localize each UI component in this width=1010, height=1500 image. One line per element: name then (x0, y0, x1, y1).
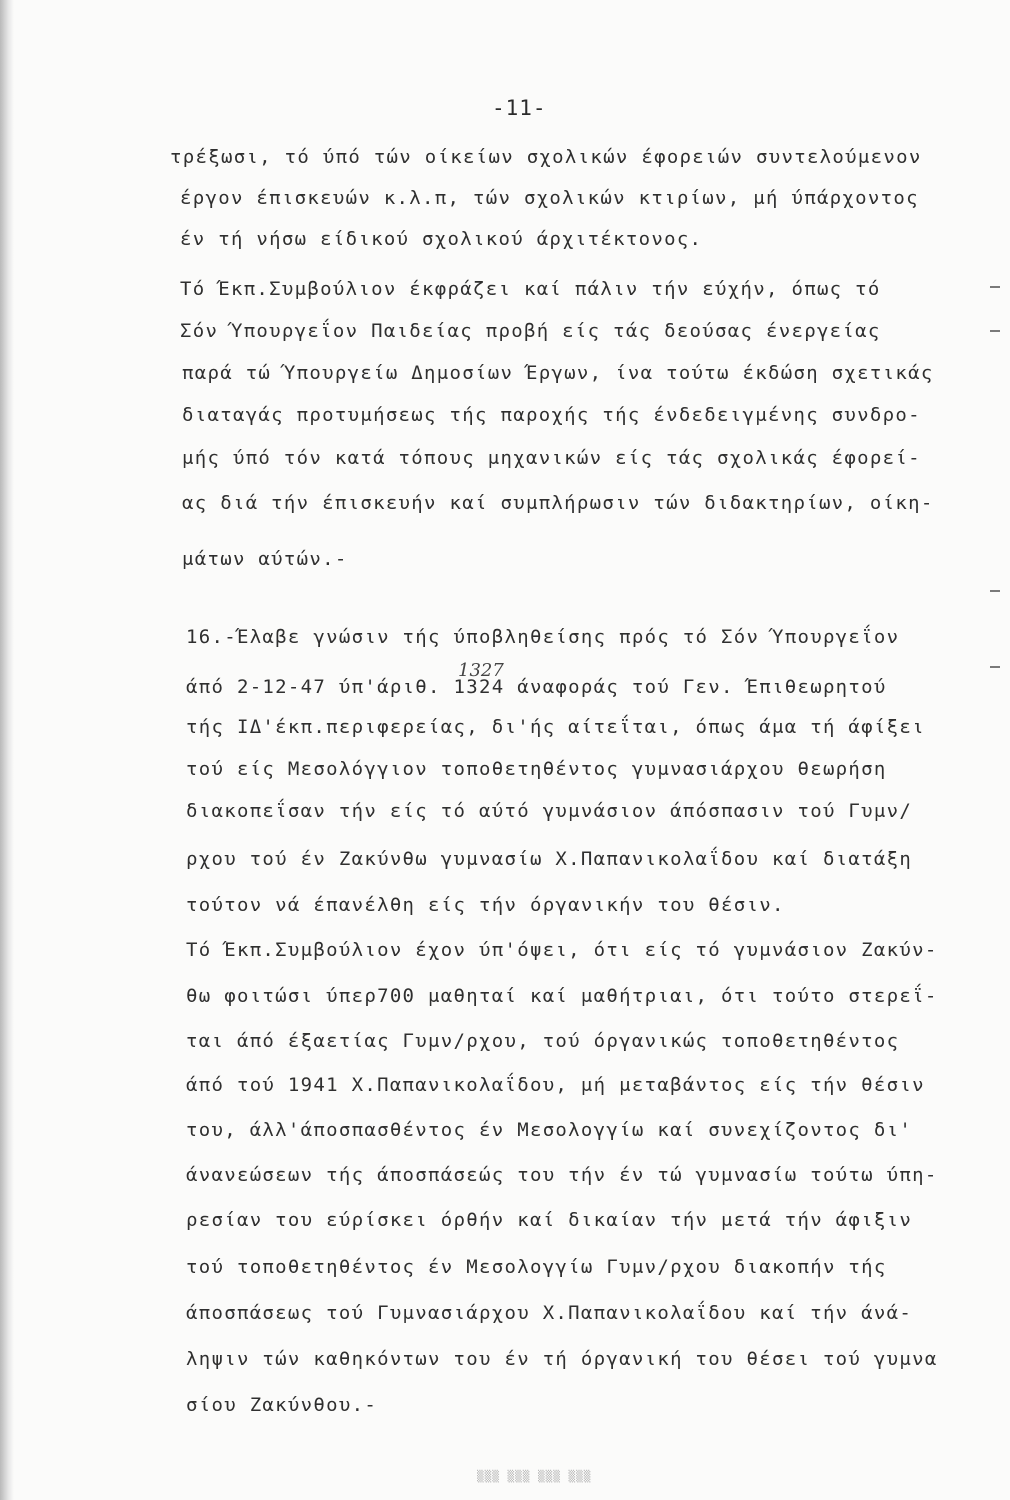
handwritten-correction: 1327 (458, 660, 504, 681)
margin-mark (990, 590, 1000, 592)
text-line: άποσπάσεως τού Γυμνασιάρχου Χ.Παπανικολαΐδου καί τήν άνά- (186, 1302, 913, 1324)
text-line: άνανεώσεων τής άποσπάσεώς του τήν έν τώ γυμνασίω τούτω ύπη- (186, 1164, 938, 1186)
text-line: τού είς Μεσολόγγιον τοποθετηθέντος γυμνασιάρχου θεωρήση (186, 758, 887, 780)
text-line: έν τή νήσω είδικού σχολικού άρχιτέκτονος. (180, 228, 703, 250)
text-line: διακοπεΐσαν τήν είς τό αύτό γυμνάσιον άπόσπασιν τού Γυμν/ (186, 800, 913, 822)
margin-mark (990, 330, 1000, 332)
text-line: παρά τώ Ύπουργείω Δημοσίων Έργων, ίνα τούτω έκδώση σχετικάς (182, 362, 934, 384)
text-line: Σόν Ύπουργεΐον Παιδείας προβή είς τάς δεούσας ένεργείας (180, 320, 881, 342)
text-line: τρέξωσι, τό ύπό τών οίκείων σχολικών έφορειών συντελούμενον (170, 146, 922, 168)
text-line: διαταγάς προτυμήσεως τής παροχής τής ένδεδειγμένης συνδρο- (182, 404, 921, 426)
text-line: Τό Έκπ.Συμβούλιον έκφράζει καί πάλιν τήν εύχήν, όπως τό (180, 278, 881, 300)
text-line: του, άλλ'άποσπασθέντος έν Μεσολογγίω καί συνεχίζοντος δι' (186, 1119, 913, 1141)
bottom-stamp-text: ▒▒▒ ▒▒▒ ▒▒▒ ▒▒▒ (477, 1470, 592, 1483)
text-line: Τό Έκπ.Συμβούλιον έχον ύπ'όψει, ότι είς τό γυμνάσιον Ζακύν- (186, 939, 938, 961)
text-line: τούτον νά έπανέλθη είς τήν όργανικήν του θέσιν. (186, 894, 785, 916)
scan-edge-shadow (0, 0, 14, 1500)
text-line: τού τοποθετηθέντος έν Μεσολογγίω Γυμν/ρχου διακοπήν τής (186, 1256, 887, 1278)
page-number: -11- (492, 96, 547, 120)
text-line: έργον έπισκευών κ.λ.π, τών σχολικών κτιρίων, μή ύπάρχοντος (180, 187, 919, 209)
text-line: ας διά τήν έπισκευήν καί συμπλήρωσιν τών διδακτηρίων, οίκη- (182, 492, 934, 514)
text-line: ται άπό έξαετίας Γυμν/ρχου, τού όργανικώς τοποθετηθέντος (186, 1030, 900, 1052)
text-line: μάτων αύτών.- (182, 548, 348, 570)
text-line: τής ΙΔ'έκπ.περιφερείας, δι'ής αίτεΐται, όπως άμα τή άφίξει (186, 716, 925, 738)
text-line: ρχου τού έν Ζακύνθω γυμνασίω Χ.Παπανικολαΐδου καί διατάξη (186, 848, 913, 870)
text-line: ληψιν τών καθηκόντων του έν τή όργανική του θέσει τού γυμνα (186, 1348, 938, 1370)
text-line: σίου Ζακύνθου.- (186, 1394, 378, 1416)
margin-mark (990, 286, 1000, 288)
text-line: ρεσίαν του εύρίσκει όρθήν καί δικαίαν τήν μετά τήν άφιξιν (186, 1209, 913, 1231)
text-line: μής ύπό τόν κατά τόπους μηχανικών είς τάς σχολικάς έφορεί- (182, 447, 921, 469)
text-line: άπό τού 1941 Χ.Παπανικολαΐδου, μή μεταβάντος είς τήν θέσιν (186, 1074, 925, 1096)
text-line: άπό 2-12-47 ύπ'άριθ. 1324 άναφοράς τού Γεν. Έπιθεωρητού (186, 676, 887, 698)
text-line: θω φοιτώσι ύπερ700 μαθηταί καί μαθήτριαι, ότι τούτο στερεΐ- (186, 985, 938, 1007)
text-line: 16.-Έλαβε γνώσιν τής ύποβληθείσης πρός τό Σόν Ύπουργεΐον (186, 626, 900, 648)
margin-mark (990, 666, 1000, 668)
